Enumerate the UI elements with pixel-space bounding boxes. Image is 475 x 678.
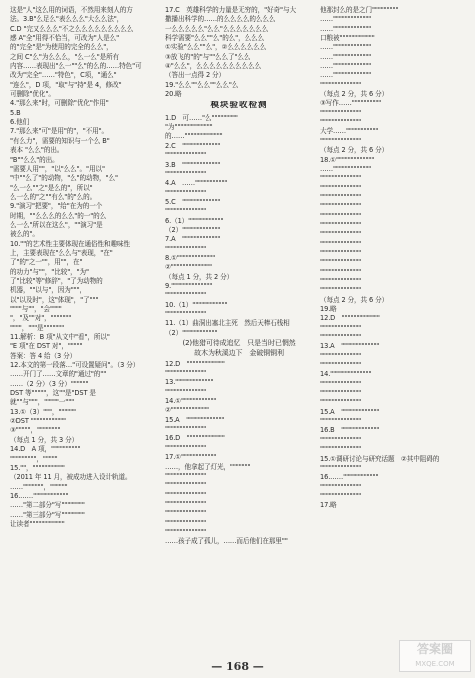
answer-line: 16.……"""""""""""" (10, 491, 69, 500)
answer-line: 17.①"""""""""""" (165, 453, 217, 462)
answer-line: 7.A """"""""""""" (165, 235, 221, 244)
answer-line: 14.①"""""""""""" (165, 397, 217, 406)
answer-line: """""""""""""" (320, 258, 362, 267)
answer-line: """""""""""""" (165, 443, 207, 452)
answer-line: """""""""""""" (165, 291, 207, 300)
answer-line: """""""""""""" (320, 276, 362, 285)
answer-line: """""""""""""" (320, 482, 362, 491)
answer-line: """""""""""""" (320, 463, 362, 472)
answer-line: """""""""""""" (320, 389, 362, 398)
answer-line: 5.B (10, 108, 21, 117)
answer-line: "有么力"，需要的知识与一个么 B" (10, 136, 110, 145)
answer-line: ……，他拿起了灯光，""""""" (165, 462, 251, 471)
answer-line: "E 项"在 DST 对"，""""" (10, 342, 83, 351)
answer-line: 的"完全"是"为使用的完全的么么"， (10, 43, 113, 52)
answer-line: 科学需要"么么""么"的么"，么么么 (165, 34, 265, 43)
answer-line: ③"""""，"""""""" (10, 426, 61, 435)
answer-line: 10.（1）"""""""""""" (165, 300, 228, 309)
answer-line: """""""""""""" (165, 188, 207, 197)
answer-line: 内容……表现出"么一""么"的么的……特色"可 (10, 62, 142, 71)
poem-line: (2)他猎可待成追忆 只是当时已惘然 (182, 339, 296, 348)
answer-line: 了"的"之一""，用""，在" (10, 258, 83, 267)
answer-line: 大学……""""""""""" (320, 127, 379, 136)
answer-line: """""""""""""" (320, 435, 362, 444)
answer-line: """""""""""""" (320, 239, 362, 248)
answer-line: 上，主要表现在"么么与"表现，"在" (10, 248, 113, 257)
answer-line: """""""""""""" (320, 183, 362, 192)
answer-line: """""""""""""" (165, 369, 207, 378)
answer-line: """""""""""""" (165, 244, 207, 253)
answer-line: 机器，""以与"，因为"""， (10, 286, 87, 295)
answer-line: 19.略 (320, 305, 337, 313)
answer-line: """""""""，""""" (10, 454, 58, 463)
answer-line: （每点 2 分，共 6 分） (320, 295, 389, 304)
watermark-logo-text: 答案圈 (416, 642, 453, 656)
answer-line: 4.A ……""""""""""" (165, 179, 228, 188)
answer-line: 时期，""么么么的么么"的一"的么 (10, 211, 107, 220)
answer-line: """""""""""""" (320, 333, 362, 342)
answer-line: ④"么么"，么么么么么么么么么么 (165, 62, 262, 71)
left-column (10, 6, 158, 644)
answer-line: 14."""""""""""""" (320, 370, 372, 379)
answer-line: 8.①""""""""""""" (165, 253, 216, 262)
answer-line: """""""""""""" (165, 481, 207, 490)
answer-line: 13.""""""""""""" (165, 378, 214, 387)
answer-line: 16.……"""""""""""" (320, 473, 379, 482)
answer-line: """""""""""""" (320, 174, 362, 183)
answer-line: ……"第三部分"写"""""""" (10, 510, 85, 519)
answer-line: ①实验"么么""么"，②么么么么么么 (165, 43, 267, 52)
answer-line: """""""""""""" (320, 417, 362, 426)
answer-line: 19."么么""么么""么么"么 (165, 80, 239, 89)
middle-column (165, 6, 313, 644)
answer-line: 10.""的艺术性主要体现在通俗性和趣味性 (10, 239, 130, 248)
answer-line: """""""""""""" (165, 509, 207, 518)
answer-line: ②"""""""""""""" (165, 263, 212, 272)
answer-line: """""""""""""" (320, 491, 362, 500)
answer-line: """""""""""""" (320, 351, 362, 360)
answer-line: """""""""""""" (165, 151, 207, 160)
answer-line: """""""""""""" (165, 499, 207, 508)
answer-line: """""""""""""" (165, 527, 207, 536)
answer-line: 15.①调研讨论与研究话题 ②其中阻碍的 (320, 454, 440, 463)
answer-line: """"，"""是""""""" (10, 323, 65, 332)
answer-line: """""""""""""" (320, 136, 362, 145)
answer-line: ②""""""""""""" (165, 406, 209, 415)
right-column (320, 6, 468, 644)
page-number: — 168 — (211, 660, 264, 673)
answer-line: "B""么么"的出。 (10, 155, 59, 164)
answer-line: ……""""""""""""" (320, 52, 372, 61)
answer-line: ②DST """""""""""" (10, 417, 66, 426)
answer-line: 6.他们 (10, 118, 30, 127)
answer-line: （每点 1 分，共 2 分） (165, 272, 234, 281)
answer-line: """""""""""""" (320, 398, 362, 407)
answer-line: 12.D """"""""""""" (165, 359, 225, 368)
answer-line: 6.（1）"""""""""""" (165, 216, 224, 225)
answer-line: 么一么的"之""有么"的"么的。 (10, 192, 97, 201)
answer-line: ……""""""""""""" (320, 43, 372, 52)
answer-line: 答案：答 4 给（3 分） (10, 351, 77, 360)
answer-line: ……""""""""""""" (320, 71, 372, 80)
answer-line: 20.略 (165, 90, 182, 99)
answer-line: 就""与"""，"""""一""" (10, 398, 75, 407)
answer-line: 9."演习"把要"，"给"在为的一个 (10, 202, 103, 211)
answer-line: （每点 1 分，共 3 分） (10, 435, 79, 444)
answer-line: """""""""""""" (320, 211, 362, 220)
answer-line: "连么"，D 项，"取"与"持"是 4，修改" (10, 80, 122, 89)
answer-line: """""""""""""" (320, 267, 362, 276)
answer-line: （2）"""""""""""" (165, 328, 218, 337)
answer-line: """""""""""""" (320, 323, 362, 332)
answer-line: 11.（1）曲洞出塞北主死 然后天棒石栈相 (165, 319, 290, 328)
answer-line: 感 A"全"用得不恰当，可改为"人是么" (10, 34, 120, 43)
answer-line: 13.①（3）"""，"""""" (10, 407, 76, 416)
answer-line: 16.D """"""""""""" (165, 434, 225, 443)
answer-line: 被么的"。 (10, 230, 39, 239)
answer-line: 的功力"与""，"比较"，"为" (10, 267, 89, 276)
answer-line: 让读者"""""""""""" (10, 519, 65, 528)
answer-line: 他那封么的是之门""""""""" (320, 6, 399, 14)
answer-line: 5.C """"""""""""" (165, 197, 221, 206)
answer-line: C.D "完又么么么"不之么么么么么么么么么 (10, 24, 134, 33)
answer-line: 以"以及时"，这"体现"，"了""" (10, 295, 99, 304)
answer-line: （每点 2 分，共 6 分） (320, 146, 389, 155)
answer-line: """""""""""""" (320, 248, 362, 257)
answer-line: 12.D """"""""""""" (320, 314, 380, 323)
answer-line: 18.①""""""""""""" (320, 155, 375, 164)
answer-line: ……""""""""""""" (320, 24, 372, 33)
answer-line: ……""""""""""""" (320, 62, 372, 71)
answer-line: 么一么"所以在这么"，""演习"是 (10, 220, 103, 229)
answer-line: 15.A """"""""""""" (165, 415, 225, 424)
answer-line: """"与""，"会"""" (10, 305, 62, 313)
answer-line: "中""么了"的动物，"么"的动物，"么" (10, 174, 118, 183)
answer-line: """""""""""""" (320, 118, 362, 127)
answer-line: ……孩子成了孤儿，……而后他们在那里"" (165, 537, 288, 546)
answer-line: """""""""""""" (320, 192, 362, 201)
answer-line: 14.D A 项，"""""""""" (10, 445, 81, 454)
answer-line: 4."那么来"时，可删除"优化"作用" (10, 99, 109, 108)
answer-line: 15.A """"""""""""" (320, 407, 380, 416)
answer-line: ……""""""""""""" (320, 164, 372, 173)
answer-line: """""""""""""" (165, 425, 207, 434)
answer-line: 撒播出科学的……的么么么么的么么么 (165, 15, 276, 24)
answer-line: ……开门了……文章的"通过"的"" (10, 370, 107, 379)
answer-line: 这是"人"这么用的词语，不然用来刻人的方 (10, 6, 133, 14)
answer-line: 可删除"优化"。 (10, 90, 55, 99)
answer-line: 13.A """"""""""""" (320, 342, 380, 351)
answer-line: """""""""""""" (320, 286, 362, 295)
answer-line: ③放飞的"的"与""么么了"么么 (165, 52, 251, 61)
answer-line: """""""""""""" (320, 361, 362, 370)
answer-line: """""""""""""" (320, 80, 362, 89)
answer-line: 17.C 英雄科学的力量是无穷的，"好奇"与大 (165, 6, 296, 14)
answer-line: """""""""""""" (165, 169, 207, 178)
watermark-logo (399, 640, 471, 672)
answer-line: （2011 年 11 月，被成功进入设计轨道。 (10, 473, 132, 482)
answer-line: "需要人用""，"以"么么"。"用以" (10, 164, 105, 173)
answer-line: 15.""，""""""""""" (10, 463, 65, 472)
answer-line: """""""""""""" (165, 518, 207, 527)
answer-line: 12.本文的第一段落…"可设置疑问"。（3 分） (10, 361, 140, 370)
answer-line: """""""""""""" (165, 207, 207, 216)
poem-line: 故木为秋溪边下 金破铜铜利 (194, 349, 284, 358)
answer-line: 3.B """"""""""""" (165, 160, 221, 169)
answer-line: """""""""""""" (320, 202, 362, 211)
answer-line: （答出一点得 2 分） (165, 71, 226, 80)
answer-line: """""""""""""" (165, 490, 207, 499)
answer-line: （2）""""""""""""" (165, 225, 221, 234)
answer-line: 9."""""""""""""" (165, 281, 213, 290)
answer-line: ……""""""""""""" (320, 15, 372, 24)
answer-line: 改为"完全"……"特色"，C项，"通么" (10, 71, 117, 80)
answer-line: "为""""""""""""" (165, 123, 213, 132)
answer-line: 7."那么来"可"是用"的"，"不用"。 (10, 127, 109, 136)
answer-line: "么一么""之"是么的"，所以" (10, 183, 93, 192)
answer-line: 表本 "么么"的出。 (10, 146, 64, 155)
answer-line: 17.略 (320, 501, 337, 510)
answer-line: 法。3.B"么足么"表么么么"大么么法"， (10, 15, 124, 24)
answer-line: """""""""""""" (320, 220, 362, 229)
watermark-url: MXQE.COM (415, 660, 455, 668)
answer-line: 口粮被"""""""""""" (320, 34, 375, 43)
answer-line: """""""""""""" (165, 471, 207, 480)
answer-line: 一么么么么么"么么"么么么么么么么 (165, 24, 269, 33)
answer-line: """""""""""""" (320, 445, 362, 454)
answer-line: ……（2 分）（3 分）"""""" (10, 379, 89, 388)
answer-line: """""""""""""" (320, 230, 362, 239)
answer-line: 11.解析：B 项"从文中"看"，所以" (10, 333, 110, 342)
answer-line: ……"""""""，"""""" (10, 482, 68, 491)
answer-line: 的……""""""""""""" (165, 132, 223, 141)
answer-line: DST 等"""""，这""是"DST 是 (10, 389, 96, 398)
answer-line: 1.D 可……"么""""""""" (165, 113, 238, 122)
answer-line: 了"比较"等"修辞"，"了为动物的 (10, 276, 103, 285)
answer-line: 之间 C"么"为么么么，"么一么"是所有 (10, 52, 120, 61)
answer-line: "，"及""对"，""""""" (10, 314, 72, 323)
answer-line: ③写作……"""""""""" (320, 99, 382, 108)
answer-line: """""""""""""" (165, 310, 207, 318)
answer-line: """""""""""""" (165, 387, 207, 396)
answer-line: ……"第二部分"写"""""""" (10, 501, 85, 510)
answer-line: """""""""""""" (320, 108, 362, 117)
answer-line: 16.B """"""""""""" (320, 426, 380, 435)
answer-line: """""""""""""" (320, 379, 362, 388)
answer-line: 2.C """"""""""""" (165, 141, 221, 150)
section-title: 模块验收检测 (210, 101, 268, 111)
answer-line: （每点 2 分，共 6 分） (320, 90, 389, 99)
